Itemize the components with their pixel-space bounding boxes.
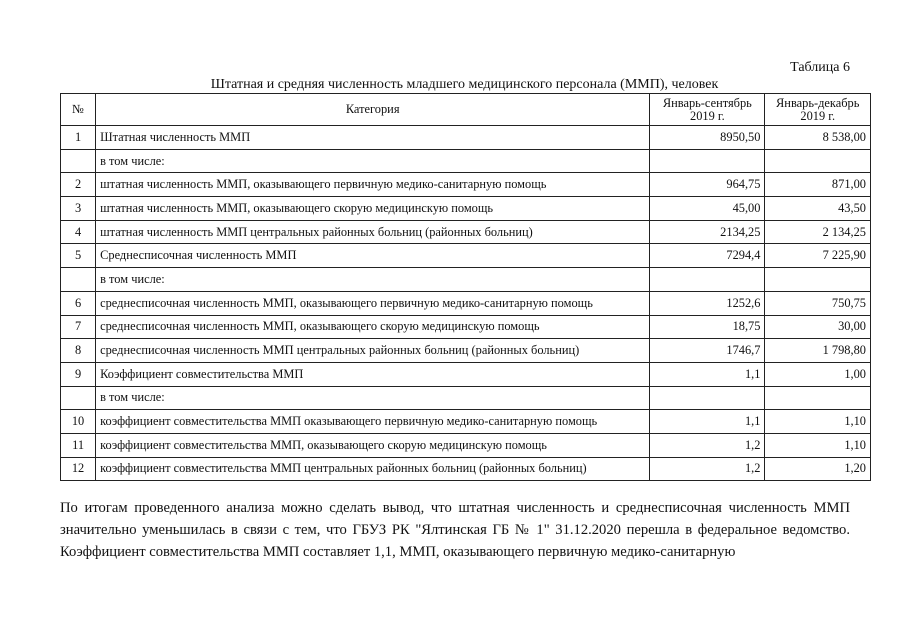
row-value-period-2: 871,00 [765, 173, 871, 197]
row-number: 11 [61, 433, 96, 457]
row-category: Штатная численность ММП [96, 126, 650, 150]
table-row [61, 339, 871, 363]
row-category: среднесписочная численность ММП, оказывающего первичную медико-санитарную помощь [96, 291, 650, 315]
row-category: коэффициент совместительства ММП центральных районных больниц (районных больниц) [96, 457, 650, 481]
row-number: 9 [61, 362, 96, 386]
row-number: 6 [61, 291, 96, 315]
row-value-period-1: 18,75 [650, 315, 765, 339]
row-value-period-1: 1252,6 [650, 291, 765, 315]
row-category: в том числе: [96, 268, 650, 292]
row-number: 1 [61, 126, 96, 150]
row-number: 5 [61, 244, 96, 268]
row-value-period-1: 45,00 [650, 197, 765, 221]
conclusion-paragraph: По итогам проведенного анализа можно сделать вывод, что штатная численность и среднесписочная численность ММП значительно уменьшилась в связи с тем, что ГБУЗ РК "Ялтинская ГБ № 1" 31.12.2020 перешла в федеральное ведомство. Коэффициент совместительства ММП составляет 1,1, ММП, оказывающего первичную медико-санитарную [60, 500, 850, 560]
row-value-period-1: 964,75 [650, 173, 765, 197]
table-row [61, 244, 871, 268]
row-value-period-2 [765, 268, 871, 292]
header-period-2-line1: Январь-декабрь [776, 95, 860, 110]
row-value-period-2: 8 538,00 [765, 126, 871, 150]
table-row [61, 410, 871, 434]
row-value-period-1: 1746,7 [650, 339, 765, 363]
row-value-period-1: 7294,4 [650, 244, 765, 268]
table-row [61, 220, 871, 244]
table-row [61, 291, 871, 315]
row-category: коэффициент совместительства ММП, оказывающего скорую медицинскую помощь [96, 433, 650, 457]
table-row [61, 433, 871, 457]
row-value-period-2: 1,10 [765, 433, 871, 457]
row-value-period-1: 1,2 [650, 433, 765, 457]
row-category: штатная численность ММП, оказывающего скорую медицинскую помощь [96, 197, 650, 221]
row-category: в том числе: [96, 149, 650, 173]
header-category: Категория [96, 94, 650, 126]
table-row [61, 315, 871, 339]
table-row [61, 173, 871, 197]
table-row [61, 386, 871, 410]
row-category: в том числе: [96, 386, 650, 410]
row-value-period-2: 43,50 [765, 197, 871, 221]
table-row [61, 362, 871, 386]
row-category: Коэффициент совместительства ММП [96, 362, 650, 386]
row-value-period-2: 1,10 [765, 410, 871, 434]
row-number: 12 [61, 457, 96, 481]
row-value-period-2: 7 225,90 [765, 244, 871, 268]
header-num: № [61, 94, 96, 126]
table-row [61, 126, 871, 150]
row-number: 3 [61, 197, 96, 221]
row-value-period-1: 1,2 [650, 457, 765, 481]
header-period-1 [650, 94, 765, 126]
table-title: Штатная и средняя численность младшего медицинского персонала (ММП), человек [210, 77, 719, 92]
header-period-2-line2: 2019 г. [800, 108, 836, 123]
row-number [61, 149, 96, 173]
row-value-period-2: 1,20 [765, 457, 871, 481]
table-label: Таблица 6 [790, 60, 850, 75]
table-row [61, 149, 871, 173]
row-value-period-1 [650, 268, 765, 292]
row-category: Среднесписочная численность ММП [96, 244, 650, 268]
row-number: 2 [61, 173, 96, 197]
row-value-period-2: 2 134,25 [765, 220, 871, 244]
table-header-row [61, 94, 871, 126]
row-number: 4 [61, 220, 96, 244]
row-value-period-1: 1,1 [650, 362, 765, 386]
row-number [61, 268, 96, 292]
row-value-period-2 [765, 149, 871, 173]
table-row [61, 268, 871, 292]
row-category: коэффициент совместительства ММП оказывающего первичную медико-санитарную помощь [96, 410, 650, 434]
staffing-table [60, 93, 871, 481]
header-period-2 [765, 94, 871, 126]
table-body [61, 126, 871, 481]
table-row [61, 457, 871, 481]
row-value-period-1: 2134,25 [650, 220, 765, 244]
row-number [61, 386, 96, 410]
row-value-period-2: 30,00 [765, 315, 871, 339]
row-category: среднесписочная численность ММП центральных районных больниц (районных больниц) [96, 339, 650, 363]
row-category: штатная численность ММП центральных районных больниц (районных больниц) [96, 220, 650, 244]
header-period-1-line2: 2019 г. [690, 108, 725, 123]
row-category: штатная численность ММП, оказывающего первичную медико-санитарную помощь [96, 173, 650, 197]
row-value-period-2 [765, 386, 871, 410]
row-category: среднесписочная численность ММП, оказывающего скорую медицинскую помощь [96, 315, 650, 339]
row-value-period-1 [650, 149, 765, 173]
row-value-period-1: 1,1 [650, 410, 765, 434]
row-value-period-2: 1 798,80 [765, 339, 871, 363]
row-number: 7 [61, 315, 96, 339]
row-value-period-1 [650, 386, 765, 410]
header-period-1-line1: Январь-сентябрь [662, 95, 752, 110]
row-number: 8 [61, 339, 96, 363]
row-number: 10 [61, 410, 96, 434]
row-value-period-1: 8950,50 [650, 126, 765, 150]
table-row [61, 197, 871, 221]
row-value-period-2: 750,75 [765, 291, 871, 315]
row-value-period-2: 1,00 [765, 362, 871, 386]
